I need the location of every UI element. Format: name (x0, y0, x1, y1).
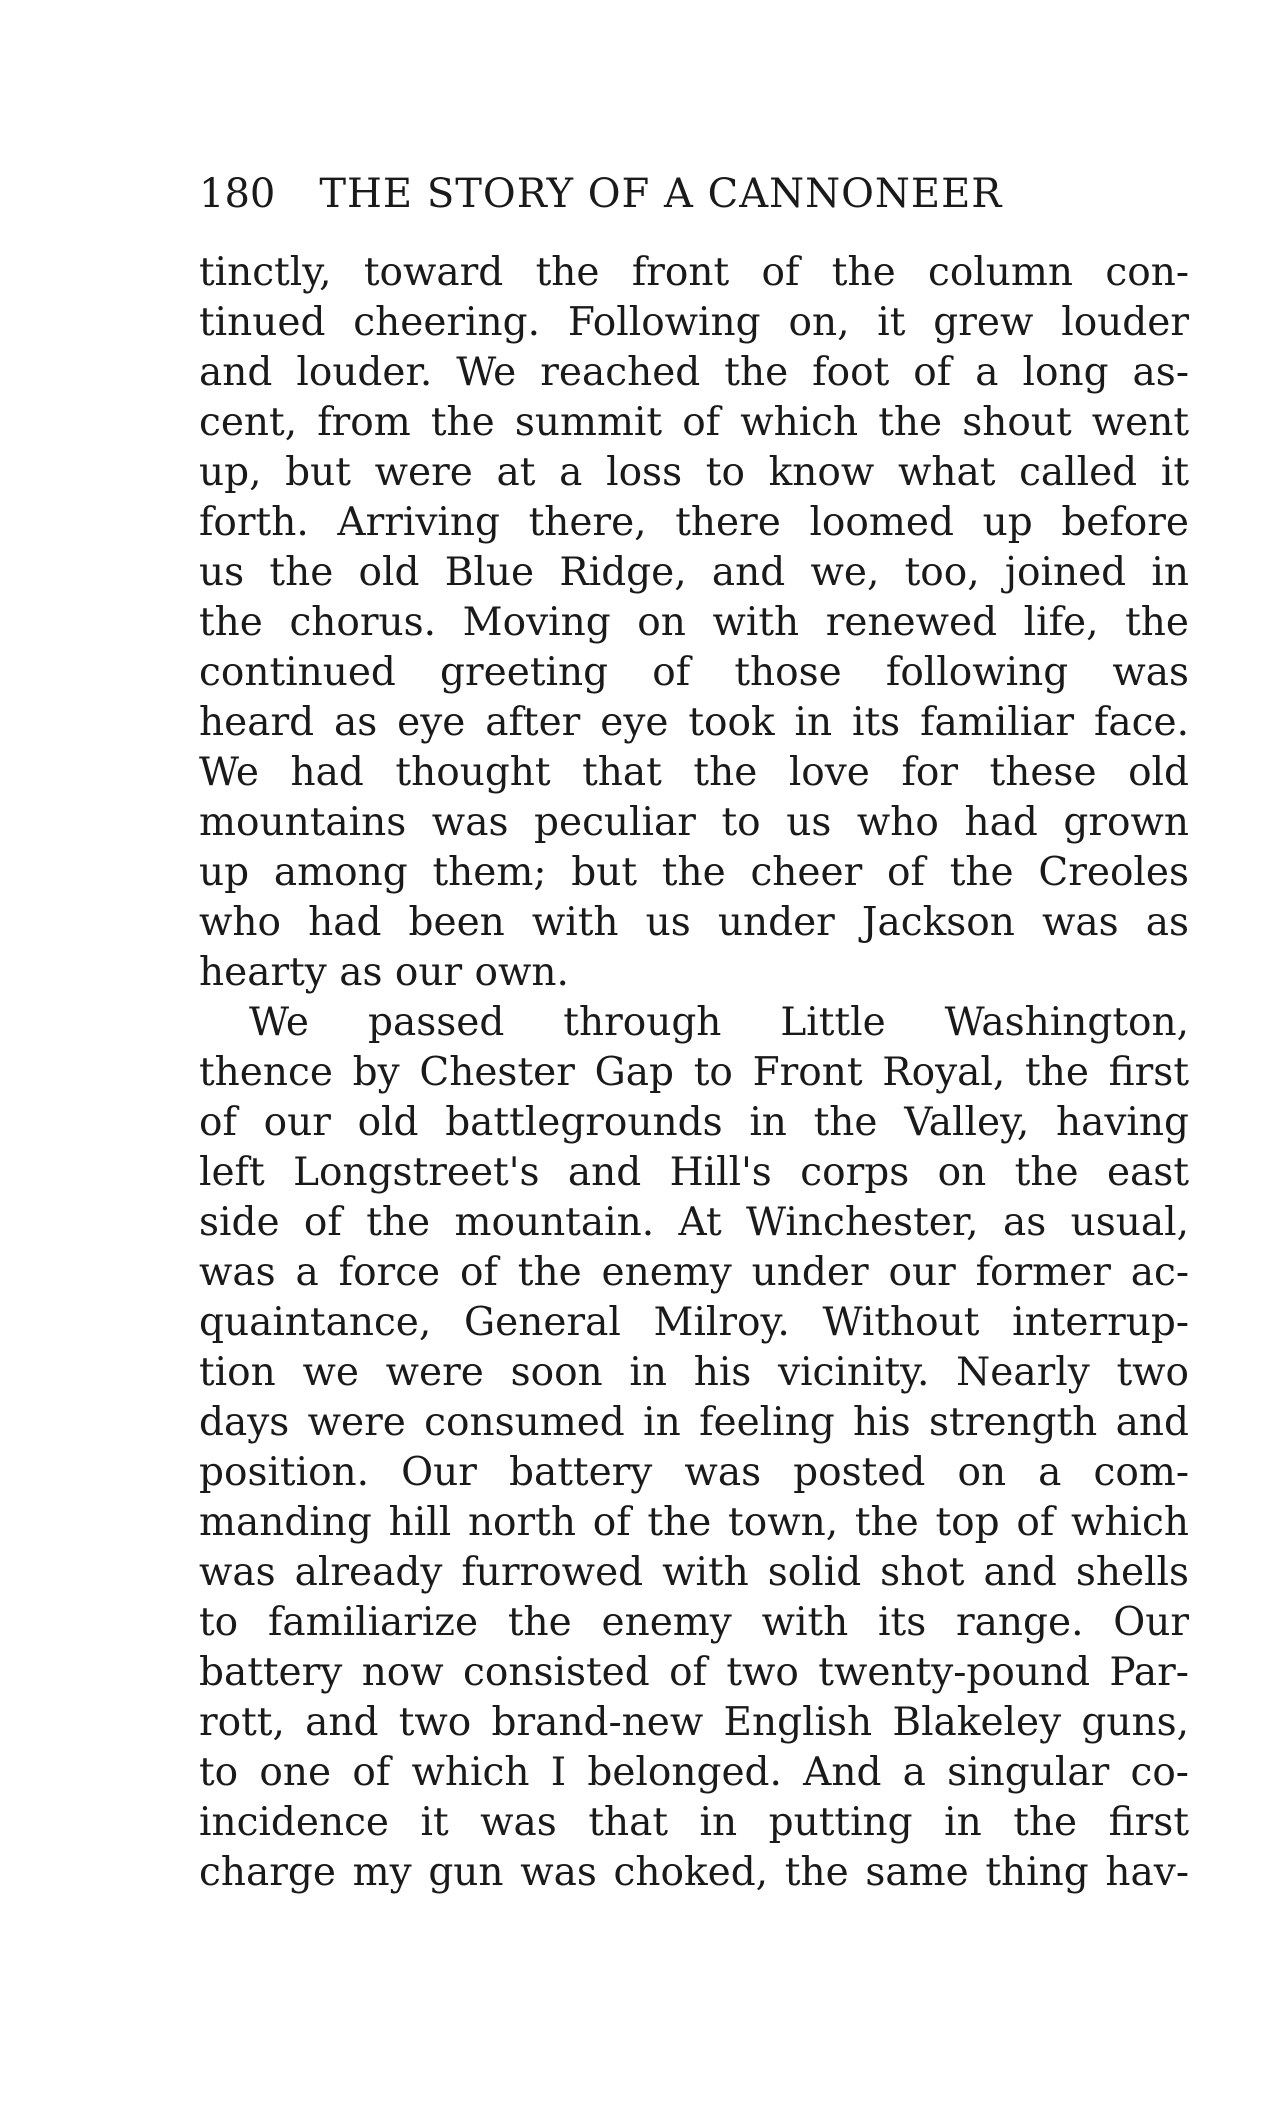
text-line: We had thought that the love for these old (199, 750, 1189, 795)
text-line: hearty as our own. (199, 950, 569, 995)
text-line: continued greeting of those following was (199, 650, 1189, 695)
text-line: left Longstreet's and Hill's corps on the east (199, 1150, 1189, 1195)
text-line: manding hill north of the town, the top of which (199, 1500, 1189, 1545)
text-line: the chorus. Moving on with renewed life, the (199, 600, 1189, 645)
text-line: rott, and two brand-new English Blakeley guns, (199, 1700, 1189, 1745)
text-line: to familiarize the enemy with its range. Our (199, 1600, 1189, 1645)
running-title: THE STORY OF A CANNONEER (319, 171, 1003, 217)
text-line: and louder. We reached the foot of a long as- (199, 350, 1189, 395)
text-line: who had been with us under Jackson was as (199, 900, 1189, 945)
text-line: up, but were at a loss to know what called it (199, 450, 1189, 495)
text-line: mountains was peculiar to us who had grown (199, 800, 1189, 845)
text-line: battery now consisted of two twenty-pound Par- (199, 1650, 1189, 1695)
text-line: of our old battlegrounds in the Valley, having (199, 1100, 1189, 1145)
text-line: incidence it was that in putting in the first (199, 1800, 1189, 1845)
text-line: forth. Arriving there, there loomed up before (199, 500, 1189, 545)
text-line: tinctly, toward the front of the column con- (199, 250, 1189, 295)
text-line: cent, from the summit of which the shout went (199, 400, 1189, 445)
paragraph (199, 248, 1189, 998)
text-line: tion we were soon in his vicinity. Nearly two (199, 1350, 1189, 1395)
text-line: charge my gun was choked, the same thing hav- (199, 1850, 1189, 1895)
text-line: side of the mountain. At Winchester, as usual, (199, 1200, 1189, 1245)
text-line: thence by Chester Gap to Front Royal, the first (199, 1050, 1189, 1095)
text-line: tinued cheering. Following on, it grew louder (199, 300, 1189, 345)
text-line: We passed through Little Washington, (249, 1000, 1189, 1045)
text-line: was a force of the enemy under our former ac- (199, 1250, 1189, 1295)
text-line: up among them; but the cheer of the Creoles (199, 850, 1189, 895)
text-line: us the old Blue Ridge, and we, too, joined in (199, 550, 1189, 595)
text-line: quaintance, General Milroy. Without interrup- (199, 1300, 1189, 1345)
text-line: to one of which I belonged. And a singular co- (199, 1750, 1189, 1795)
text-line: days were consumed in feeling his strength and (199, 1400, 1189, 1445)
text-line: position. Our battery was posted on a com- (199, 1450, 1189, 1495)
page-header (199, 170, 1189, 218)
text-line: heard as eye after eye took in its familiar face. (199, 700, 1189, 745)
body-text (199, 248, 1189, 1898)
text-line: was already furrowed with solid shot and shells (199, 1550, 1189, 1595)
paragraph (199, 998, 1189, 1898)
page-number: 180 (199, 171, 276, 217)
